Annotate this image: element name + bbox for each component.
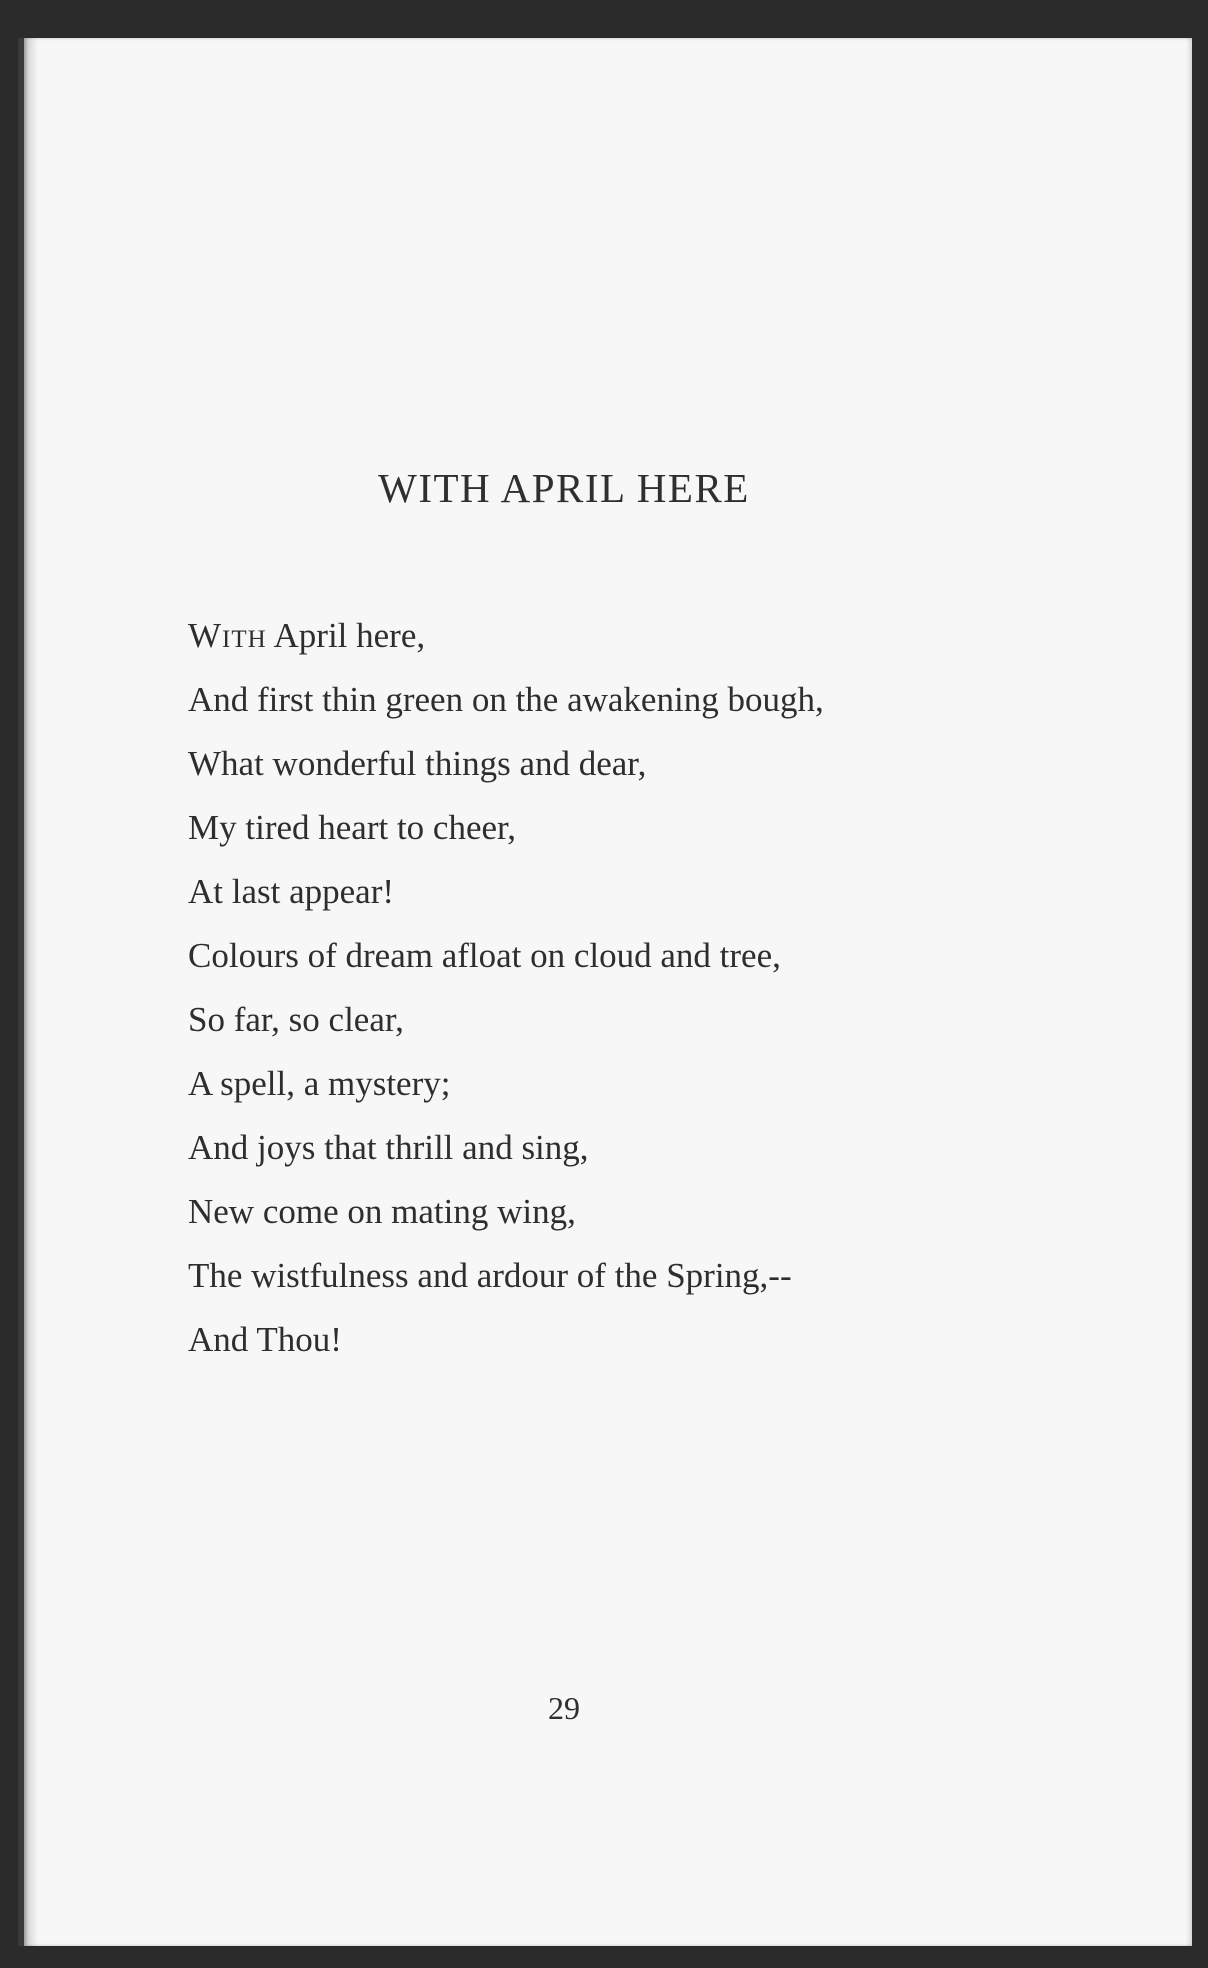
- poem-line: And Thou!: [188, 1320, 342, 1359]
- page-edge: [1186, 38, 1192, 1946]
- poem-line: And first thin green on the awakening bough,: [188, 680, 824, 719]
- poem-line: My tired heart to cheer,: [188, 808, 517, 847]
- poem-line: And joys that thrill and sing,: [188, 1128, 589, 1167]
- poem-line: New come on mating wing,: [188, 1192, 576, 1231]
- poem-body: [188, 604, 824, 1372]
- poem-title: WITH APRIL HERE: [378, 465, 750, 511]
- poem-lead-word: With: [188, 616, 267, 655]
- poem-line: A spell, a mystery;: [188, 1064, 451, 1103]
- poem-first-line-rest: April here,: [266, 616, 426, 655]
- poem-line: [188, 604, 824, 668]
- poem-line: Colours of dream afloat on cloud and tree,: [188, 936, 781, 975]
- poem-line: So far, so clear,: [188, 1000, 404, 1039]
- poem-line: At last appear!: [188, 872, 395, 911]
- book-page: [18, 38, 1192, 1946]
- poem-line: The wistfulness and ardour of the Spring,--: [188, 1256, 792, 1295]
- gutter-shadow: [24, 38, 38, 1946]
- poem-line: What wonderful things and dear,: [188, 744, 647, 783]
- page-number: 29: [548, 1690, 580, 1726]
